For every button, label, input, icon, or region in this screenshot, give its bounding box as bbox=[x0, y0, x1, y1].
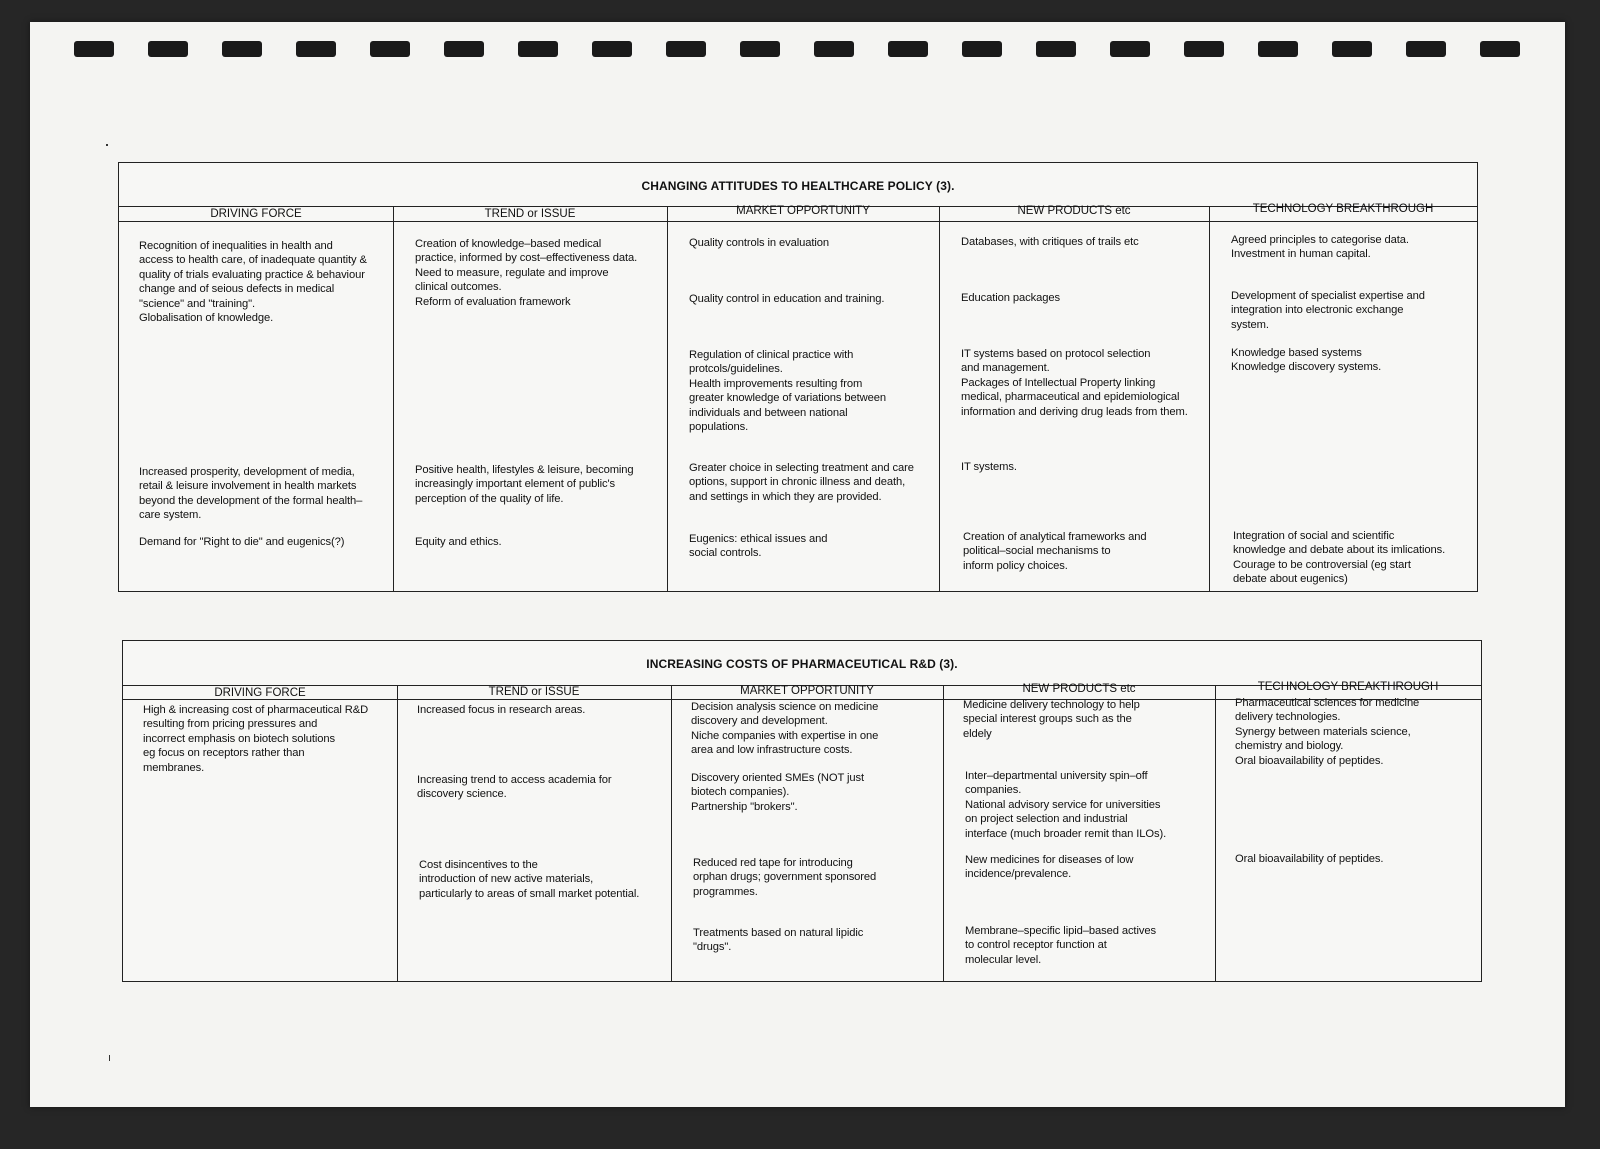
table-cell: High & increasing cost of pharmaceutical R&D resulting from pricing pressures and incorrect emphasis on biotech solutions eg focus on receptors rather than membranes. bbox=[143, 704, 369, 774]
table-cell: Decision analysis science on medicine discovery and development. Niche companies with expertise in one area and low infrastructure costs. bbox=[691, 701, 879, 757]
table-cell: Agreed principles to categorise data. Investment in human capital. bbox=[1231, 234, 1409, 261]
binding-hole bbox=[296, 41, 336, 57]
header-trend-issue: TREND or ISSUE bbox=[484, 208, 576, 220]
table-cell: Quality control in education and training. bbox=[689, 293, 885, 305]
binding-hole bbox=[222, 41, 262, 57]
table-healthcare-policy bbox=[118, 162, 1478, 592]
table-cell: Increasing trend to access academia for discovery science. bbox=[417, 774, 612, 801]
table-cell: Treatments based on natural lipidic "drugs". bbox=[693, 927, 864, 954]
binding-hole bbox=[518, 41, 558, 57]
binding-hole bbox=[1110, 41, 1150, 57]
table-cell: Eugenics: ethical issues and social controls. bbox=[689, 533, 828, 560]
table-cell: Membrane–specific lipid–based actives to control receptor function at molecular level. bbox=[965, 925, 1156, 966]
table-title: CHANGING ATTITUDES TO HEALTHCARE POLICY (3). bbox=[641, 179, 955, 193]
table-cell: Increased focus in research areas. bbox=[417, 704, 586, 716]
binding-hole bbox=[740, 41, 780, 57]
column-divider bbox=[671, 685, 672, 981]
binding-hole bbox=[814, 41, 854, 57]
binding-hole bbox=[666, 41, 706, 57]
header-line bbox=[119, 221, 1477, 222]
header-new-products: NEW PRODUCTS etc bbox=[1017, 205, 1131, 217]
binding-hole bbox=[592, 41, 632, 57]
table-cell: Positive health, lifestyles & leisure, becoming increasingly important element of public's perception of the quality of life. bbox=[415, 464, 634, 505]
table-cell: Greater choice in selecting treatment and care options, support in chronic illness and death, and settings in which they are provided. bbox=[689, 462, 914, 503]
binding-hole bbox=[444, 41, 484, 57]
table-cell: Discovery oriented SMEs (NOT just biotech companies). Partnership "brokers". bbox=[691, 772, 865, 813]
table-pharmaceutical-costs bbox=[122, 640, 1482, 982]
table-cell: IT systems. bbox=[961, 461, 1017, 473]
speck bbox=[109, 1055, 110, 1061]
table-cell: Creation of knowledge–based medical practice, informed by cost–effectiveness data. Need to measure, regulate and improve clinical outcomes. Reform of evaluation framework bbox=[415, 238, 638, 308]
table-cell: Quality controls in evaluation bbox=[689, 237, 830, 249]
binding-hole bbox=[370, 41, 410, 57]
header-trend-issue: TREND or ISSUE bbox=[488, 686, 580, 698]
table-title: INCREASING COSTS OF PHARMACEUTICAL R&D (3). bbox=[646, 657, 958, 671]
table-cell: Integration of social and scientific knowledge and debate about its imlications. Courage to be controversial (eg start debate about eugenics) bbox=[1233, 530, 1446, 586]
binding-hole bbox=[1258, 41, 1298, 57]
document-sheet bbox=[30, 22, 1565, 1107]
binding-hole bbox=[1332, 41, 1372, 57]
table-cell: New medicines for diseases of low incidence/prevalence. bbox=[965, 854, 1134, 881]
binding-hole bbox=[1480, 41, 1520, 57]
binding-hole bbox=[1184, 41, 1224, 57]
header-technology-breakthrough: TECHNOLOGY BREAKTHROUGH bbox=[1252, 203, 1434, 215]
table-cell: Inter–departmental university spin–off companies. National advisory service for universities on project selection and industrial interface (much broader remit than ILOs). bbox=[965, 770, 1167, 840]
table-cell: IT systems based on protocol selection and management. Packages of Intellectual Property linking medical, pharmaceutical and epidemiological information and deriving drug leads from them. bbox=[961, 348, 1188, 418]
header-technology-breakthrough: TECHNOLOGY BREAKTHROUGH bbox=[1257, 681, 1439, 693]
table-cell: Demand for "Right to die" and eugenics(?) bbox=[139, 536, 345, 548]
binding-hole bbox=[74, 41, 114, 57]
table-cell: Knowledge based systems Knowledge discovery systems. bbox=[1231, 347, 1382, 374]
table-cell: Medicine delivery technology to help special interest groups such as the eldely bbox=[963, 699, 1140, 740]
binding-hole bbox=[888, 41, 928, 57]
table-cell: Cost disincentives to the introduction of new active materials, particularly to areas of small market potential. bbox=[419, 859, 640, 900]
header-driving-force: DRIVING FORCE bbox=[214, 687, 306, 699]
table-cell: Education packages bbox=[961, 292, 1060, 304]
header-market-opportunity: MARKET OPPORTUNITY bbox=[736, 205, 870, 217]
binding-hole bbox=[1406, 41, 1446, 57]
table-cell: Recognition of inequalities in health and access to health care, of inadequate quantity & quality of trials evaluating practice & behaviour change and of seious defects in medical "science" and "training". Globalisation of knowledge. bbox=[139, 240, 367, 325]
table-cell: Increased prosperity, development of media, retail & leisure involvement in health markets beyond the development of the formal health– care system. bbox=[139, 466, 363, 522]
binding-hole bbox=[962, 41, 1002, 57]
binding-hole bbox=[148, 41, 188, 57]
table-cell: Development of specialist expertise and integration into electronic exchange system. bbox=[1231, 290, 1425, 331]
speck bbox=[106, 144, 108, 146]
table-cell: Creation of analytical frameworks and political–social mechanisms to inform policy choices. bbox=[963, 531, 1147, 572]
header-market-opportunity: MARKET OPPORTUNITY bbox=[740, 685, 874, 697]
table-cell: Pharmaceutical sciences for medicine delivery technologies. Synergy between materials science, chemistry and biology. Oral bioavailability of peptides. bbox=[1235, 697, 1420, 767]
binding-hole bbox=[1036, 41, 1076, 57]
table-cell: Equity and ethics. bbox=[415, 536, 502, 548]
header-driving-force: DRIVING FORCE bbox=[210, 208, 302, 220]
table-cell: Databases, with critiques of trails etc bbox=[961, 236, 1139, 248]
table-cell: Regulation of clinical practice with protcols/guidelines. Health improvements resulting from greater knowledge of variations between individuals and between national populations. bbox=[689, 349, 886, 434]
binding-holes bbox=[74, 41, 1519, 59]
header-new-products: NEW PRODUCTS etc bbox=[1022, 683, 1136, 695]
table-cell: Reduced red tape for introducing orphan drugs; government sponsored programmes. bbox=[693, 857, 877, 898]
table-cell: Oral bioavailability of peptides. bbox=[1235, 853, 1384, 865]
